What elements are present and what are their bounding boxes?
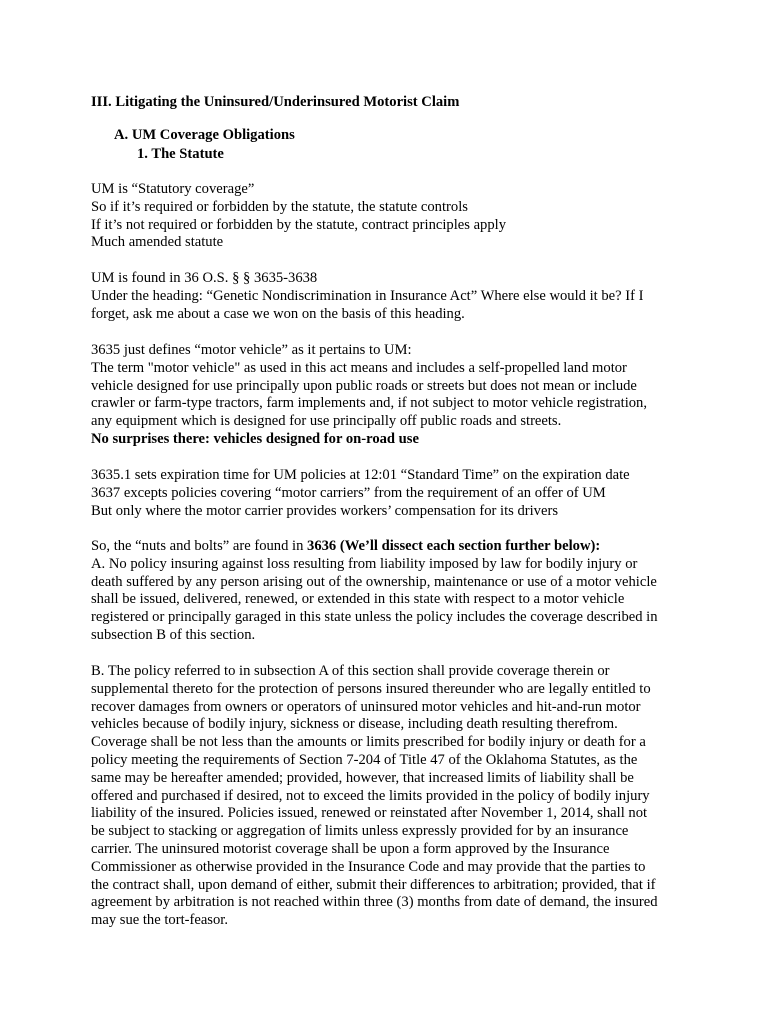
section-heading: III. Litigating the Uninsured/Underinsured Motorist Claim [91, 94, 460, 110]
text-line: Under the heading: “Genetic Nondiscrimination in Insurance Act” Where else would it be? If I [91, 287, 644, 304]
paragraph-statutory-coverage [91, 181, 691, 252]
text-line: liability of the insured. Policies issued, renewed or reinstated after November 1, 2014, shall not [91, 805, 648, 822]
text-line: A. No policy insuring against loss resulting from liability imposed by law for bodily injury or [91, 555, 638, 572]
text-line: any equipment which is designed for use principally off public roads and streets. [91, 413, 562, 430]
text-line: vehicles because of bodily injury, sickness or disease, including death resulting therefrom. [91, 716, 618, 733]
text-line: 3637 excepts policies covering “motor carriers” from the requirement of an offer of UM [91, 484, 606, 501]
text-line: But only where the motor carrier provides workers’ compensation for its drivers [91, 502, 558, 519]
text-line: subsection B of this section. [91, 626, 256, 643]
paragraph-section-3636-b [91, 663, 691, 930]
text-line: supplemental thereto for the protection of persons insured thereunder who are legally entitled to [91, 680, 651, 697]
text-line: death suffered by any person arising out of the ownership, maintenance or use of a motor vehicle [91, 573, 657, 590]
intro-text: So, the “nuts and bolts” are found in [91, 538, 308, 554]
text-line: same may be hereafter amended; provided, however, that increased limits of liability shall be [91, 769, 634, 786]
text-line: forget, ask me about a case we won on the basis of this heading. [91, 305, 465, 322]
text-line: If it’s not required or forbidden by the statute, contract principles apply [91, 216, 506, 233]
bold-summary-line: No surprises there: vehicles designed for on-road use [91, 430, 419, 447]
text-line: agreement by arbitration is not reached within three (3) months from date of demand, the insured [91, 894, 658, 911]
text-line: shall be issued, delivered, renewed, or extended in this state with respect to a motor vehicle [91, 591, 625, 608]
text-line: Commissioner as otherwise provided in the Insurance Code and may provide that the parties to [91, 858, 646, 875]
text-line: offered and purchased if desired, not to exceed the limits provided in the policy of bodily injury [91, 787, 650, 804]
subsection-heading-1: 1. The Statute [137, 146, 224, 162]
text-line: 3635.1 sets expiration time for UM policies at 12:01 “Standard Time” on the expiration date [91, 467, 630, 483]
text-line: So if it’s required or forbidden by the statute, the statute controls [91, 198, 468, 215]
text-line: Coverage shall be not less than the amounts or limits prescribed for bodily injury or death for a [91, 734, 646, 751]
text-line: carrier. The uninsured motorist coverage shall be upon a form approved by the Insurance [91, 840, 610, 857]
text-line: registered or principally garaged in this state unless the policy includes the coverage described in [91, 609, 658, 626]
text-line: UM is “Statutory coverage” [91, 181, 255, 197]
text-line: Much amended statute [91, 234, 224, 251]
paragraph-motor-vehicle-definition [91, 342, 691, 449]
intro-line [91, 538, 691, 556]
text-line: the contract shall, upon demand of either, submit their differences to arbitration; provided, that if [91, 876, 656, 893]
paragraph-expiration-and-exceptions [91, 467, 691, 520]
text-line: B. The policy referred to in subsection A of this section shall provide coverage therein or [91, 663, 610, 679]
intro-bold-text: 3636 (We’ll dissect each section further below): [307, 538, 601, 554]
paragraph-section-3636-a [91, 538, 691, 645]
text-line: 3635 just defines “motor vehicle” as it pertains to UM: [91, 342, 412, 358]
paragraph-statute-location [91, 270, 691, 323]
text-line: vehicle designed for use principally upon public roads or streets but does not mean or include [91, 377, 637, 394]
text-line: recover damages from owners or operators of uninsured motor vehicles and hit-and-run motor [91, 698, 641, 715]
text-line: UM is found in 36 O.S. § § 3635-3638 [91, 270, 318, 286]
subsection-heading-a: A. UM Coverage Obligations [114, 127, 295, 143]
text-line: crawler or farm-type tractors, farm implements and, if not subject to motor vehicle registration, [91, 395, 647, 412]
text-line: The term "motor vehicle" as used in this act means and includes a self-propelled land motor [91, 359, 627, 376]
text-line: may sue the tort-feasor. [91, 912, 228, 929]
text-line: policy meeting the requirements of Section 7-204 of Title 47 of the Oklahoma Statutes, as the [91, 751, 638, 768]
text-line: be subject to stacking or aggregation of limits unless expressly provided for by an insurance [91, 823, 629, 840]
